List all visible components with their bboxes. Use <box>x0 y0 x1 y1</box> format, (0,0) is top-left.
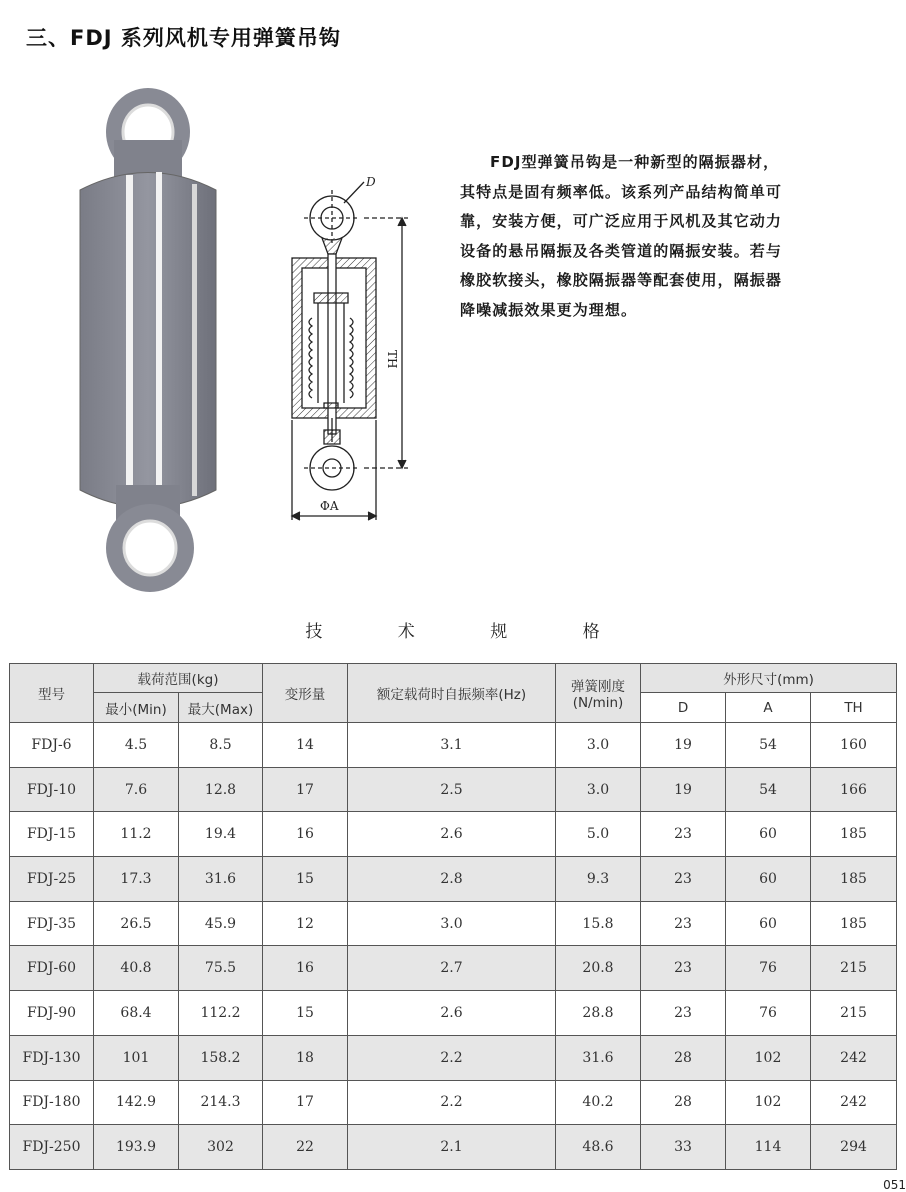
table-cell: 76 <box>726 991 811 1036</box>
table-cell: 60 <box>726 857 811 902</box>
table-cell: 185 <box>811 901 897 946</box>
table-cell: 166 <box>811 767 897 812</box>
table-cell: 101 <box>94 1035 179 1080</box>
header-min: 最小(Min) <box>94 693 179 723</box>
table-cell: 2.8 <box>348 857 556 902</box>
table-cell: 2.2 <box>348 1080 556 1125</box>
table-cell: 193.9 <box>94 1125 179 1170</box>
table-row <box>10 1125 897 1170</box>
table-cell: 7.6 <box>94 767 179 812</box>
table-cell: 33 <box>641 1125 726 1170</box>
table-cell: 16 <box>263 946 348 991</box>
description-line: 靠，安装方便，可广泛应用于风机及其它动力 <box>460 212 783 230</box>
table-row <box>10 857 897 902</box>
table-row <box>10 901 897 946</box>
table-cell: 16 <box>263 812 348 857</box>
table-cell: 12 <box>263 901 348 946</box>
table-cell: 2.6 <box>348 812 556 857</box>
table-cell: 185 <box>811 812 897 857</box>
table-cell: FDJ-10 <box>10 767 94 812</box>
table-cell: FDJ-15 <box>10 812 94 857</box>
table-cell: 26.5 <box>94 901 179 946</box>
table-cell: 68.4 <box>94 991 179 1036</box>
table-cell: 75.5 <box>179 946 263 991</box>
table-cell: 60 <box>726 812 811 857</box>
table-cell: 23 <box>641 901 726 946</box>
table-cell: FDJ-130 <box>10 1035 94 1080</box>
table-cell: 48.6 <box>556 1125 641 1170</box>
table-cell: 18 <box>263 1035 348 1080</box>
header-load-range: 载荷范围(kg) <box>94 664 263 693</box>
header-th: TH <box>811 693 897 723</box>
table-cell: FDJ-6 <box>10 723 94 768</box>
header-stiffness-unit: (N/min) <box>572 695 624 711</box>
page-title: 三、FDJ 系列风机专用弹簧吊钩 <box>26 26 341 50</box>
table-row <box>10 767 897 812</box>
page-number: 051 <box>883 1178 906 1192</box>
table-cell: FDJ-250 <box>10 1125 94 1170</box>
table-cell: 76 <box>726 946 811 991</box>
table-cell: 9.3 <box>556 857 641 902</box>
table-row <box>10 1035 897 1080</box>
table-cell: 54 <box>726 767 811 812</box>
table-cell: 17 <box>263 1080 348 1125</box>
spec-caption-char: 技 <box>305 622 324 642</box>
table-cell: FDJ-180 <box>10 1080 94 1125</box>
table-cell: 102 <box>726 1035 811 1080</box>
table-cell: 2.5 <box>348 767 556 812</box>
table-cell: 5.0 <box>556 812 641 857</box>
table-cell: 3.0 <box>556 723 641 768</box>
header-a: A <box>726 693 811 723</box>
table-cell: 17 <box>263 767 348 812</box>
table-cell: 31.6 <box>556 1035 641 1080</box>
table-cell: 12.8 <box>179 767 263 812</box>
table-cell: 158.2 <box>179 1035 263 1080</box>
table-cell: 2.1 <box>348 1125 556 1170</box>
header-dimensions: 外形尺寸(mm) <box>641 664 897 693</box>
table-cell: 102 <box>726 1080 811 1125</box>
table-cell: 15.8 <box>556 901 641 946</box>
table-cell: 242 <box>811 1035 897 1080</box>
table-cell: 3.1 <box>348 723 556 768</box>
table-cell: 15 <box>263 857 348 902</box>
spec-caption-char: 格 <box>582 622 601 642</box>
product-photo <box>70 80 230 600</box>
table-cell: 4.5 <box>94 723 179 768</box>
header-frequency: 额定载荷时自振频率(Hz) <box>348 664 556 723</box>
table-cell: 31.6 <box>179 857 263 902</box>
table-cell: 2.7 <box>348 946 556 991</box>
table-cell: 19.4 <box>179 812 263 857</box>
table-cell: 3.0 <box>348 901 556 946</box>
table-cell: 22 <box>263 1125 348 1170</box>
label-a: ΦA <box>320 499 339 513</box>
header-stiffness-label: 弹簧刚度 <box>571 679 626 695</box>
section-drawing <box>284 168 424 528</box>
spec-table <box>9 663 897 1170</box>
table-cell: 185 <box>811 857 897 902</box>
table-cell: 114 <box>726 1125 811 1170</box>
table-cell: 45.9 <box>179 901 263 946</box>
table-cell: 302 <box>179 1125 263 1170</box>
table-cell: 54 <box>726 723 811 768</box>
description-line: 橡胶软接头，橡胶隔振器等配套使用，隔振器 <box>460 271 783 289</box>
label-d: D <box>366 175 376 189</box>
table-row <box>10 991 897 1036</box>
spec-caption <box>0 617 906 642</box>
table-cell: FDJ-35 <box>10 901 94 946</box>
table-cell: 23 <box>641 991 726 1036</box>
label-th: TH <box>385 350 399 369</box>
table-cell: 19 <box>641 767 726 812</box>
table-cell: 215 <box>811 946 897 991</box>
header-deformation: 变形量 <box>263 664 348 723</box>
table-cell: 2.2 <box>348 1035 556 1080</box>
table-row <box>10 1080 897 1125</box>
table-cell: FDJ-25 <box>10 857 94 902</box>
description-line: FDJ型弹簧吊钩是一种新型的隔振器材， <box>490 153 780 171</box>
description-line: 设备的悬吊隔振及各类管道的隔振安装。若与 <box>460 241 783 260</box>
table-cell: 15 <box>263 991 348 1036</box>
table-cell: 3.0 <box>556 767 641 812</box>
table-row <box>10 946 897 991</box>
table-cell: 28 <box>641 1035 726 1080</box>
table-cell: 142.9 <box>94 1080 179 1125</box>
table-row <box>10 723 897 768</box>
table-cell: FDJ-90 <box>10 991 94 1036</box>
description-line: 降噪减振效果更为理想。 <box>460 300 638 319</box>
table-cell: FDJ-60 <box>10 946 94 991</box>
table-cell: 294 <box>811 1125 897 1170</box>
table-cell: 14 <box>263 723 348 768</box>
product-description <box>460 148 860 325</box>
table-cell: 20.8 <box>556 946 641 991</box>
table-cell: 2.6 <box>348 991 556 1036</box>
description-line: 其特点是固有频率低。该系列产品结构简单可 <box>460 182 783 201</box>
table-cell: 8.5 <box>179 723 263 768</box>
header-model: 型号 <box>10 664 94 723</box>
table-cell: 215 <box>811 991 897 1036</box>
table-cell: 40.2 <box>556 1080 641 1125</box>
table-cell: 242 <box>811 1080 897 1125</box>
header-stiffness <box>556 664 641 723</box>
table-cell: 19 <box>641 723 726 768</box>
table-cell: 60 <box>726 901 811 946</box>
table-cell: 11.2 <box>94 812 179 857</box>
header-d: D <box>641 693 726 723</box>
table-cell: 23 <box>641 812 726 857</box>
table-cell: 23 <box>641 946 726 991</box>
spec-caption-char: 规 <box>490 622 509 642</box>
header-max: 最大(Max) <box>179 693 263 723</box>
table-cell: 17.3 <box>94 857 179 902</box>
table-row <box>10 812 897 857</box>
table-cell: 28.8 <box>556 991 641 1036</box>
table-cell: 112.2 <box>179 991 263 1036</box>
table-cell: 214.3 <box>179 1080 263 1125</box>
spec-caption-char: 术 <box>397 622 416 642</box>
table-cell: 160 <box>811 723 897 768</box>
table-cell: 23 <box>641 857 726 902</box>
table-cell: 28 <box>641 1080 726 1125</box>
table-cell: 40.8 <box>94 946 179 991</box>
